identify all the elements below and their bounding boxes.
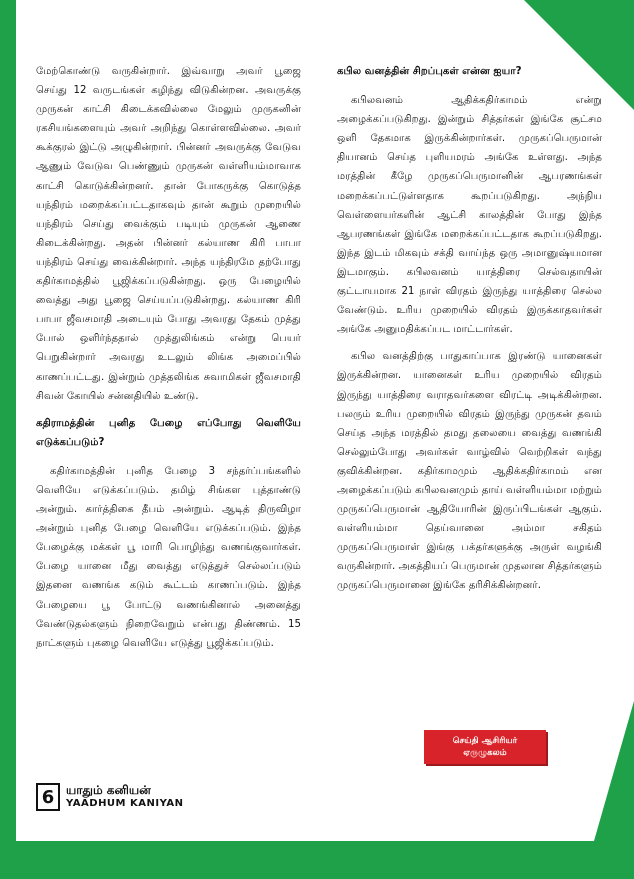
brand-english: YAADHUM KANIYAN	[66, 798, 184, 809]
left-column	[36, 62, 301, 661]
paragraph: கதிர்காமத்தின் புனித பேழை 3 சந்தர்ப்பங்களில் வெளியே எடுக்கப்படும். தமிழ் சிங்கள புத்தாண்டு அன்றும். கார்த்திகை தீபம் அன்றும். ஆடித் திருவிழா அன்றும் புனித பேழை வெளியே எடுக்கப்படும். இந்த பேழைக்கு மக்கள் பூ மாரி பொழிந்து வணங்குவார்கள். பேழை யானை மீது வைத்து எடுத்துச் செல்லப்படும் இதனை வணங்க கடும் கூட்டம் காணப்படும். இந்த பேழையை பூ போட்டு வணங்கினால் அனைத்து வேண்டுதல்களும் நிறைவேறும் என்பது திண்ணம். 15 நாட்களும் புகழை வெளியே எடுத்து பூஜிக்கப்படும்.	[36, 465, 301, 649]
author-credit-box	[424, 730, 546, 764]
right-column	[337, 62, 602, 604]
paragraph: கபில வனத்திற்கு பாதுகாப்பாக இரண்டு யானைகள் இருக்கின்றன. யானைகள் உரிய முறையில் விரதம் இருந்து யாத்திரை வராதவர்களை விரட்டி அடிக்கின்றன. பலரும் உரிய முறையில் விரதம் இருந்து முருகன் தவம் செய்த அந்த மரத்தில் தமது தலையை வைத்து வணங்கி செல்லும்போது அவர்கள் வாழ்வில் வெற்றிகள் வந்து குவிக்கின்றன. கதிர்காமமும் ஆதிக்கதிர்காமம் என அழைக்கப்படும் கபிலவனமும் தாய் வள்ளியம்மா மற்றும் முருகப்பெருமான் ஆதியோரின் இருப்பிடங்கள் ஆகும். வள்ளியம்மா தெய்வானை அம்மா சகிதம் முருகப்பெருமாள் இங்கு பக்தர்களுக்கு அருள் வழங்கி வருகின்றார். அகத்தியப் பெருமான் முதலான சித்தர்களும் முருகப்பெருமானை இங்கே தரிசிக்கின்றனர்.	[337, 351, 602, 592]
magazine-brand	[66, 784, 183, 810]
footer	[36, 783, 183, 811]
author-name: ஏருழுகலம்	[463, 748, 507, 758]
page-number: 6	[36, 783, 60, 811]
brand-tamil: யாதும் கனியன்	[66, 783, 151, 797]
question-heading: கபில வனத்தின் சிறப்புகள் என்ன ஐயா?	[337, 66, 522, 77]
green-left-border	[0, 0, 16, 879]
paragraph: கபிலவனம் ஆதிக்கதிர்காமம் என்று அழைக்கப்படுகிறது. இன்றும் சித்தர்கள் இங்கே சூட்சம ஒளி தேகமாக இருக்கின்றார்கள். முருகப்பெருமான் தியானம் செய்த புளியமரம் அங்கே உள்ளது. அந்த மரத்தின் கீழே முருகப்பெருமானின் ஆபரணங்கள் மறைக்கப்பட்டுள்ளதாக கூறப்படுகிறது. அந்நிய வெள்ளையர்களின் ஆட்சி காலத்தின் போது இந்த ஆபரணங்கள் இங்கே மறைக்கப்பட்டதாக கூறப்படுகிறது. இந்த இடம் மிகவும் சக்தி வாய்ந்த ஒரு அமானுஷ்யமான இடமாகும். கபிலவனம் யாத்திரை செல்வதாயின் குட்டாயமாக 21 நாள் விரதம் இருந்து யாத்திரை செல்ல வேண்டும். உரிய முறையில் விரதம் இருக்காதவர்கள் அங்கே அனுமதிக்கப்பட மாட்டார்கள்.	[337, 95, 602, 336]
green-bottom-border	[0, 841, 634, 879]
green-corner-bottom-right	[594, 701, 634, 841]
question-heading: கதிராமத்தின் புனித பேழை எப்போது வெளியே எடுக்கப்படும்?	[36, 417, 301, 448]
author-role: செய்தி ஆசிரியர்	[452, 736, 518, 746]
paragraph: மேற்கொண்டு வருகின்றார். இவ்வாறு அவர் பூஜை செய்து 12 வருடங்கள் கழிந்து விடுகின்றன. அவருக்கு முருகன் காட்சி கிடைக்கவில்லை மேலும் முருகனின் ரகசியங்களையும் அவர் அறிந்து கொள்ளவில்லை. அவர் கூக்குரல் இட்டு அழுகின்றார். பின்னர் அவருக்கு வேடுவ ஆணும் வேடுவ பெண்ணும் முருகன் வள்ளியம்மாவாக காட்சி கொடுக்கின்றனர். தான் போகருக்கு கொடுத்த யந்திரம் மறைக்கப்பட்டதாகவும் தான் கூறும் முறையில் யந்திரம் செய்து வைக்கும் படியும் முருகன் ஆணை கிடைக்கின்றது. அதன் பின்னர் கல்யாண கிரி பாபா யந்திரம் செய்து வைக்கின்றார். அந்த யந்திரமே தற்போது கதிர்காமத்தில் பூஜிக்கப்படுகின்றது. ஒரு பேழையில் வைத்து அது பூஜை செய்யப்படுகின்றது. கல்யாண கிரி பாபா ஜீவசமாதி அடையும் போது அவரது தேகம் முத்து போல் ஒளிர்ந்ததால் முத்துலிங்கம் என்று பெயர் பெறுகின்றார் அவரது உடலும் லிங்க அமைப்பில் காணப்பட்டது. இன்றும் முத்தலிங்க சுவாமிகள் ஜீவசமாதி சிவன் கோயில் சன்னதியில் உண்டு.	[36, 66, 301, 402]
